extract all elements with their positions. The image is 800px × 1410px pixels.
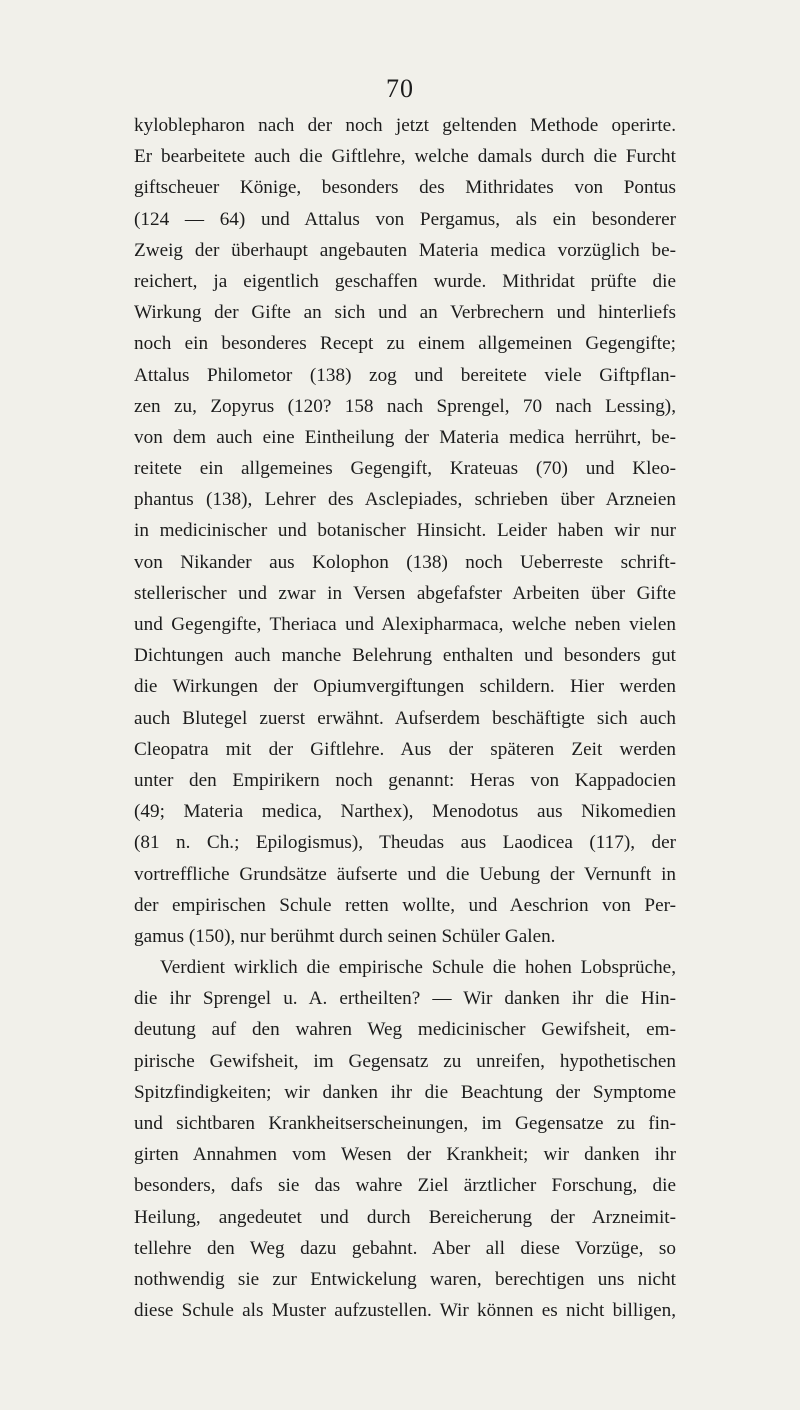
- text-line: auch Blutegel zuerst erwähnt. Aufserdem beschäftigte sich auch: [134, 707, 676, 729]
- text-line: tellehre den Weg dazu gebahnt. Aber all diese Vorzüge, so: [134, 1237, 676, 1259]
- text-line: diese Schule als Muster aufzustellen. Wir können es nicht billigen,: [134, 1300, 676, 1322]
- text-line: reichert, ja eigentlich geschaffen wurde. Mithridat prüfte die: [134, 270, 676, 292]
- text-line: (124 — 64) und Attalus von Pergamus, als ein besonderer: [134, 208, 676, 230]
- text-line: noch ein besonderes Recept zu einem allgemeinen Gegengifte;: [134, 333, 676, 355]
- text-line: der empirischen Schule retten wollte, und Aeschrion von Per-: [134, 894, 676, 916]
- body-text: [134, 110, 676, 1326]
- text-line: Er bearbeitete auch die Giftlehre, welche damals durch die Furcht: [134, 146, 676, 168]
- text-line: von Nikander aus Kolophon (138) noch Ueberreste schrift-: [134, 551, 676, 573]
- page-number: 70: [386, 74, 414, 103]
- text-line: Verdient wirklich die empirische Schule die hohen Lobsprüche,: [160, 957, 676, 979]
- text-line: unter den Empirikern noch genannt: Heras von Kappadocien: [134, 769, 676, 791]
- text-line: reitete ein allgemeines Gegengift, Krateuas (70) und Kleo-: [134, 458, 676, 480]
- text-line: Cleopatra mit der Giftlehre. Aus der späteren Zeit werden: [134, 738, 676, 760]
- text-line: in medicinischer und botanischer Hinsicht. Leider haben wir nur: [134, 520, 676, 542]
- text-line: die ihr Sprengel u. A. ertheilten? — Wir danken ihr die Hin-: [134, 988, 676, 1010]
- text-line: vortreffliche Grundsätze äufserte und die Uebung der Vernunft in: [134, 863, 676, 885]
- text-line: von dem auch eine Eintheilung der Materia medica herrührt, be-: [134, 426, 676, 448]
- text-line: girten Annahmen vom Wesen der Krankheit; wir danken ihr: [134, 1144, 676, 1166]
- text-line: giftscheuer Könige, besonders des Mithridates von Pontus: [134, 177, 676, 199]
- text-line: Heilung, angedeutet und durch Bereicherung der Arzneimit-: [134, 1206, 676, 1228]
- text-line: zen zu, Zopyrus (120? 158 nach Sprengel, 70 nach Lessing),: [134, 395, 676, 417]
- text-line: Dichtungen auch manche Belehrung enthalten und besonders gut: [134, 645, 676, 667]
- text-line: Attalus Philometor (138) zog und bereitete viele Giftpflan-: [134, 364, 676, 386]
- text-line: stellerischer und zwar in Versen abgefafster Arbeiten über Gifte: [134, 582, 676, 604]
- text-line: die Wirkungen der Opiumvergiftungen schildern. Hier werden: [134, 676, 676, 698]
- text-line: Wirkung der Gifte an sich und an Verbrechern und hinterliefs: [134, 302, 676, 324]
- text-line: pirische Gewifsheit, im Gegensatz zu unreifen, hypothetischen: [134, 1050, 676, 1072]
- text-line: kyloblepharon nach der noch jetzt geltenden Methode operirte.: [134, 115, 676, 136]
- text-line: besonders, dafs sie das wahre Ziel ärztlicher Forschung, die: [134, 1175, 676, 1197]
- text-line: nothwendig sie zur Entwickelung waren, berechtigen uns nicht: [134, 1268, 676, 1290]
- text-line: (49; Materia medica, Narthex), Menodotus aus Nikomedien: [134, 801, 676, 823]
- text-line: und Gegengifte, Theriaca und Alexipharmaca, welche neben vielen: [134, 614, 676, 635]
- text-line: und sichtbaren Krankheitserscheinungen, im Gegensatze zu fin-: [134, 1113, 676, 1134]
- text-line: (81 n. Ch.; Epilogismus), Theudas aus Laodicea (117), der: [134, 832, 676, 854]
- text-line: Spitzfindigkeiten; wir danken ihr die Beachtung der Symptome: [134, 1081, 676, 1103]
- text-line: Zweig der überhaupt angebauten Materia medica vorzüglich be-: [134, 239, 676, 261]
- text-line: phantus (138), Lehrer des Asclepiades, schrieben über Arzneien: [134, 489, 676, 511]
- text-line: gamus (150), nur berühmt durch seinen Schüler Galen.: [134, 925, 556, 947]
- text-line: deutung auf den wahren Weg medicinischer Gewifsheit, em-: [134, 1019, 676, 1041]
